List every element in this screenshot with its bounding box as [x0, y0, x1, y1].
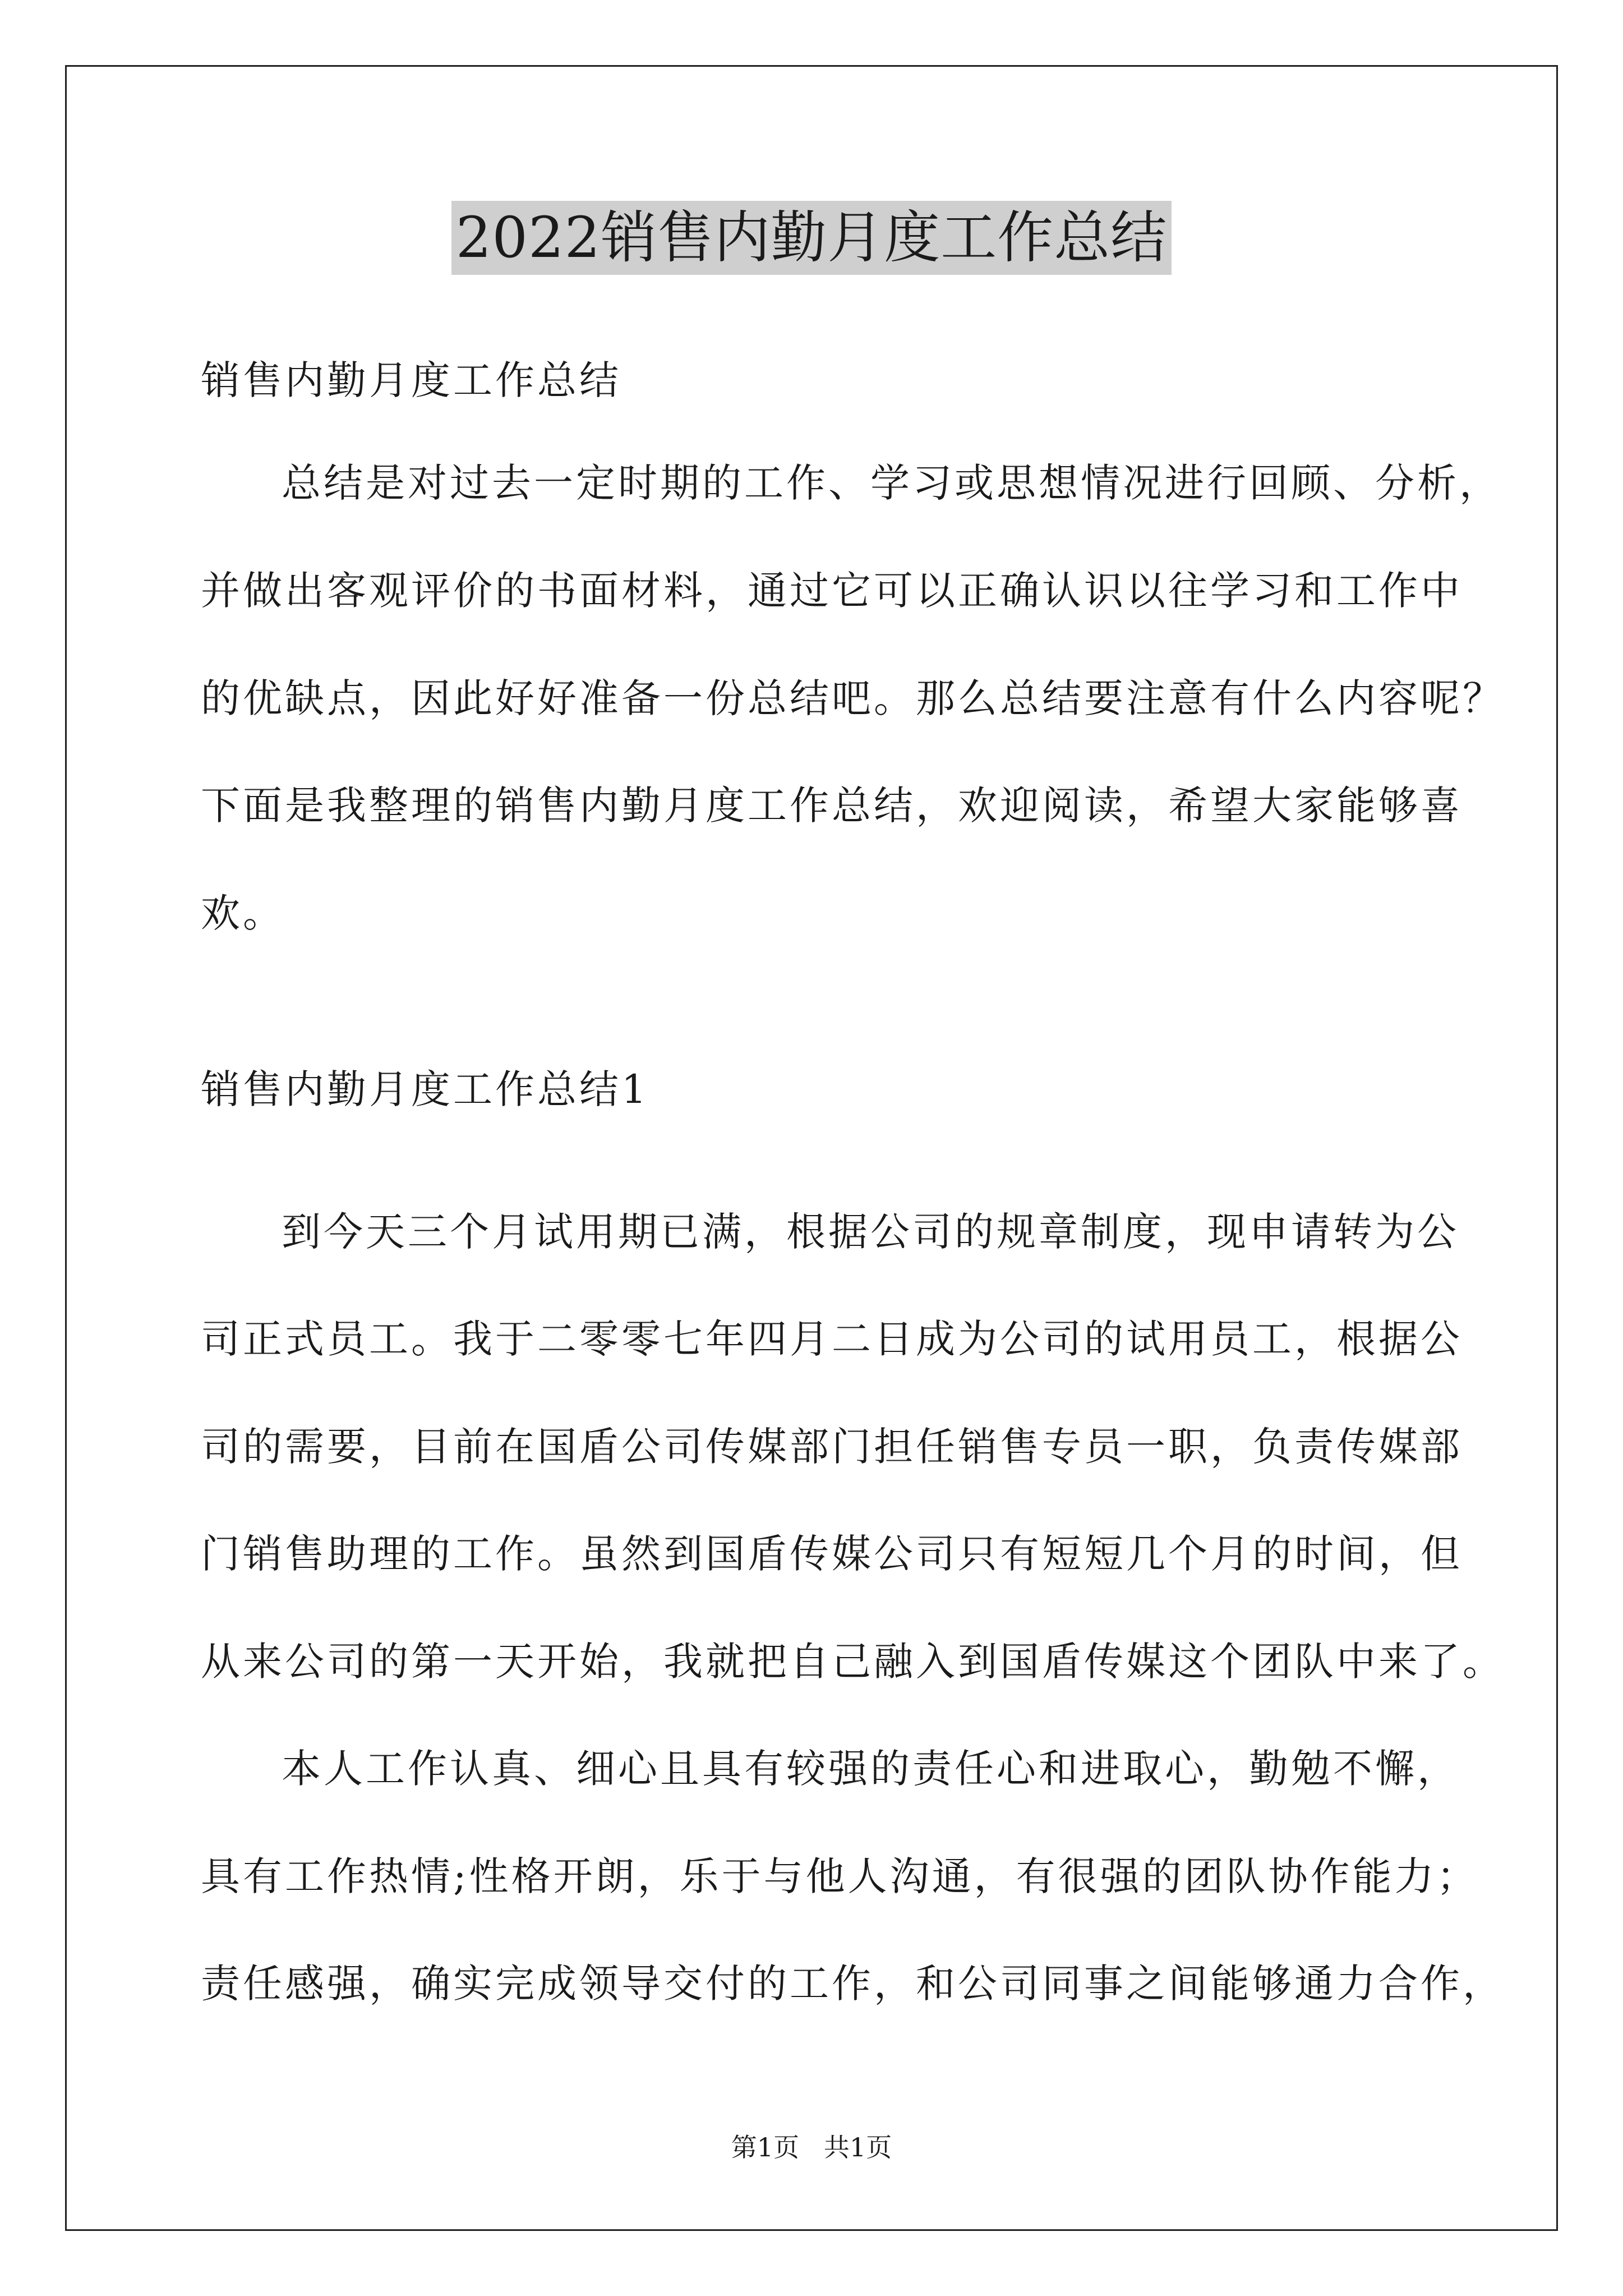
document-title: 2022销售内勤月度工作总结 [451, 201, 1172, 275]
paragraph-line: 司正式员工。我于二零零七年四月二日成为公司的试用员工，根据公 [201, 1316, 1463, 1362]
paragraph-line: 责任感强，确实完成领导交付的工作，和公司同事之间能够通力合作， [201, 1961, 1505, 2007]
paragraph-line: 司的需要，目前在国盾公司传媒部门担任销售专员一职，负责传媒部 [201, 1424, 1463, 1470]
title-block [0, 201, 1623, 275]
intro-line: 的优缺点，因此好好准备一份总结吧。那么总结要注意有什么内容呢？ [201, 675, 1505, 721]
section-heading: 销售内勤月度工作总结1 [201, 1066, 649, 1112]
paragraph-line: 从来公司的第一天开始，我就把自己融入到国盾传媒这个团队中来了。 [201, 1639, 1505, 1685]
paragraph-line: 到今天三个月试用期已满，根据公司的规章制度，现申请转为公 [282, 1209, 1459, 1255]
paragraph-line: 本人工作认真、细心且具有较强的责任心和进取心，勤勉不懈， [282, 1746, 1459, 1792]
paragraph-line: 门销售助理的工作。虽然到国盾传媒公司只有短短几个月的时间，但 [201, 1531, 1463, 1577]
paragraph-line: 具有工作热情;性格开朗，乐于与他人沟通，有很强的团队协作能力； [201, 1853, 1479, 1899]
document-subtitle: 销售内勤月度工作总结 [201, 357, 621, 403]
page-footer: 第1页 共1页 [731, 2132, 892, 2162]
intro-line: 总结是对过去一定时期的工作、学习或思想情况进行回顾、分析， [282, 460, 1501, 506]
intro-line: 欢。 [201, 890, 285, 936]
intro-line: 下面是我整理的销售内勤月度工作总结，欢迎阅读，希望大家能够喜 [201, 783, 1463, 829]
intro-line: 并做出客观评价的书面材料，通过它可以正确认识以往学习和工作中 [201, 568, 1463, 614]
